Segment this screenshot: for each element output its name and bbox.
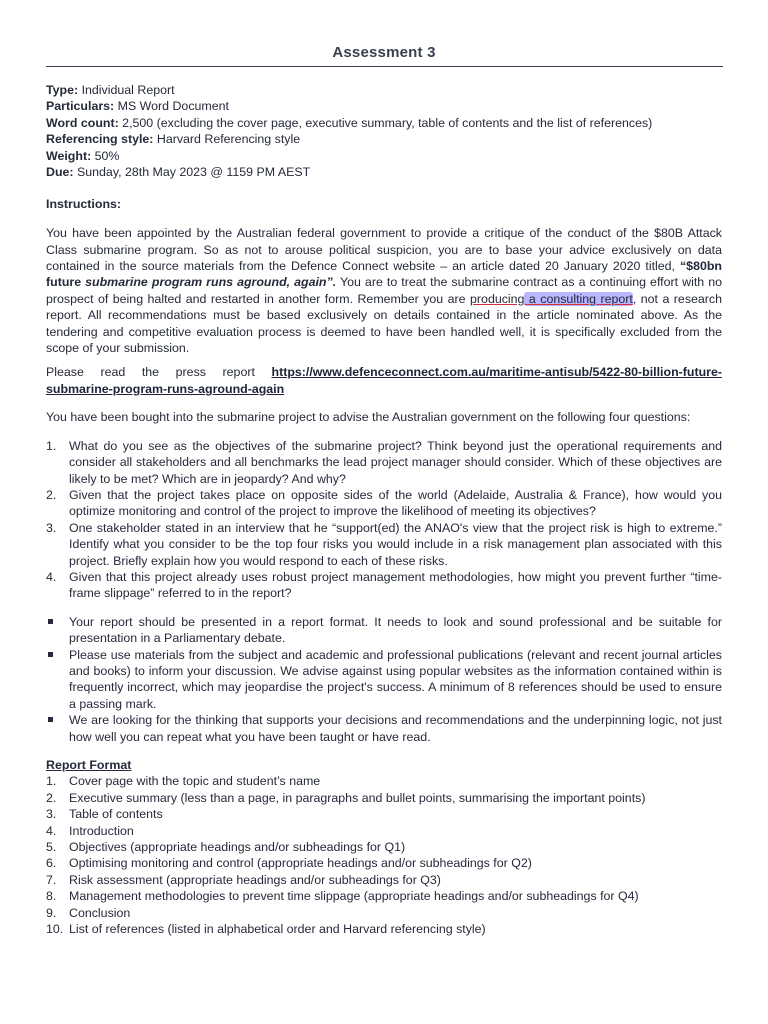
square-bullet-icon: [48, 652, 53, 657]
list-number: 8.: [46, 889, 57, 904]
text-run: Please read the press report: [46, 365, 272, 380]
format-item: [46, 790, 722, 806]
meta-particulars: [46, 98, 722, 114]
format-text: List of references (listed in alphabetical order and Harvard referencing style): [69, 922, 486, 937]
title-rule: [46, 66, 723, 67]
question-text: One stakeholder stated in an interview that he “support(ed) the ANAO's view that the project risk is high to extreme.” Identify what you consider to be the top four risks you would include in a risk management plan associated with this project. Briefly explain how you would respond to each of these risks.: [69, 520, 722, 568]
format-item: [46, 921, 722, 937]
question-item: [46, 438, 722, 487]
meta-due: [46, 164, 722, 180]
bullet-item: [46, 614, 722, 647]
meta-referencing: [46, 131, 722, 147]
meta-weight: [46, 148, 722, 164]
meta-value: Individual Report: [78, 83, 175, 97]
list-number: 6.: [46, 856, 57, 871]
question-text: What do you see as the objectives of the submarine project? Think beyond just the operational requirements and consider all stakeholders and all benchmarks the lead project manager should consider. Which of these objectives are likely to be met? Which are in jeopardy? And why?: [69, 438, 722, 486]
meta-type: [46, 82, 722, 98]
format-item: [46, 773, 722, 789]
bullet-text: Your report should be presented in a report format. It needs to look and sound professional and be suitable for presentation in a Parliamentary debate.: [69, 614, 722, 646]
bullet-text: Please use materials from the subject and academic and professional publications (relevant and recent journal articles and books) to inform your discussion. We advise against using popular websites as the information contained within is frequently incorrect, which may jeopardise the project's success. A minimum of 8 references should be used to ensure a passing mark.: [69, 647, 722, 711]
format-item: [46, 855, 722, 871]
format-item: [46, 823, 722, 839]
questions-list: [46, 438, 722, 602]
list-number: 2.: [46, 790, 57, 805]
meta-label: Type:: [46, 83, 79, 97]
meta-value: 50%: [91, 148, 120, 163]
press-report-paragraph: [46, 364, 722, 397]
press-report-link[interactable]: https://www.defenceconnect.com.au/maritime-antisub/5422-80-billion-future-submarine-program-runs-aground-again: [46, 365, 722, 396]
bullet-item: [46, 647, 722, 713]
format-text: Executive summary (less than a page, in paragraphs and bullet points, summarising the important points): [69, 790, 646, 805]
article-title-bold: “$80bn future: [46, 259, 722, 290]
text-run: , not a research report. All recommendations must be based exclusively on details contained in the article nominated above. As the tendering and competitive evaluation process is deemed to have been handled well, it is specifically excluded from the scope of your submission.: [46, 291, 723, 356]
format-text: Table of contents: [69, 807, 163, 822]
format-item: [46, 839, 722, 855]
list-number: 3.: [46, 520, 57, 535]
list-number: 7.: [46, 872, 57, 887]
meta-value: Sunday, 28th May 2023 @ 1159 PM AEST: [73, 165, 311, 180]
format-item: [46, 872, 722, 888]
meta-label: Referencing style:: [46, 132, 154, 147]
guidance-bullets: [46, 614, 722, 745]
meta-value: MS Word Document: [114, 99, 229, 114]
list-number: 5.: [46, 840, 57, 855]
format-text: Conclusion: [69, 905, 131, 920]
text-run: You have been appointed by the Australian federal government to provide a critique of the conduct of the $80B Attack Class submarine program. So as not to arouse political suspicion, you are to base your advice exclusively on data contained in the source materials from the Defence Connect website – an article dated 20 January 2020 titled,: [46, 226, 722, 274]
instructions-paragraph: [46, 225, 722, 356]
list-number: 3.: [46, 807, 57, 822]
list-number: 10.: [46, 922, 64, 937]
text-run: You are to treat the submarine contract as a continuing effort with no prospect of being halted and restarted in another form. Remember you are: [46, 275, 722, 306]
question-item: [46, 520, 722, 569]
format-item: [46, 806, 722, 822]
format-text: Objectives (appropriate headings and/or subheadings for Q1): [69, 840, 406, 855]
meta-label: Word count:: [46, 115, 119, 130]
list-number: 1.: [46, 438, 57, 453]
format-text: Management methodologies to prevent time slippage (appropriate headings and/or subheadings for Q4): [69, 889, 639, 904]
text-selection-highlight[interactable]: a consulting report: [524, 291, 633, 306]
bullet-text: We are looking for the thinking that supports your decisions and recommendations and the underpinning logic, not just how well you can repeat what you have been taught or have read.: [69, 713, 722, 744]
instructions-heading: Instructions:: [46, 197, 122, 212]
list-number: 1.: [46, 774, 57, 789]
report-format-heading: Report Format: [46, 758, 132, 773]
format-item: [46, 888, 722, 904]
document-body: [46, 82, 722, 937]
list-number: 4.: [46, 823, 57, 838]
meta-word-count: [46, 115, 722, 131]
question-item: [46, 569, 722, 602]
meta-label: Particulars:: [46, 99, 115, 114]
format-text: Cover page with the topic and student’s name: [69, 774, 321, 789]
meta-label: Weight:: [46, 148, 92, 163]
square-bullet-icon: [48, 717, 53, 722]
format-text: Optimising monitoring and control (appropriate headings and/or subheadings for Q2): [69, 856, 532, 871]
list-number: 2.: [46, 487, 57, 502]
question-item: [46, 487, 722, 520]
report-format-list: [46, 773, 722, 937]
bullet-item: [46, 712, 722, 745]
questions-intro: You have been bought into the submarine project to advise the Australian government on the following four questions:: [46, 410, 691, 425]
meta-value: Harvard Referencing style: [153, 132, 301, 147]
spellcheck-underline: producing: [470, 291, 525, 306]
list-number: 4.: [46, 569, 57, 584]
format-item: [46, 905, 722, 921]
question-text: Given that the project takes place on opposite sides of the world (Adelaide, Australia & France), how would you optimize monitoring and control of the project to improve the likelihood of meeting its objectives?: [69, 487, 722, 519]
format-text: Risk assessment (appropriate headings and/or subheadings for Q3): [69, 872, 441, 887]
article-title-italic: submarine program runs aground, again”.: [85, 275, 337, 290]
assessment-meta: [46, 82, 722, 180]
square-bullet-icon: [48, 619, 53, 624]
question-text: Given that this project already uses robust project management methodologies, how might you prevent further “time-frame slippage” referred to in the report?: [69, 569, 722, 601]
meta-value: 2,500 (excluding the cover page, executive summary, table of contents and the list of references): [118, 115, 653, 130]
format-text: Introduction: [69, 823, 134, 838]
document-title: Assessment 3: [332, 44, 436, 61]
list-number: 9.: [46, 905, 57, 920]
meta-label: Due:: [46, 165, 74, 180]
